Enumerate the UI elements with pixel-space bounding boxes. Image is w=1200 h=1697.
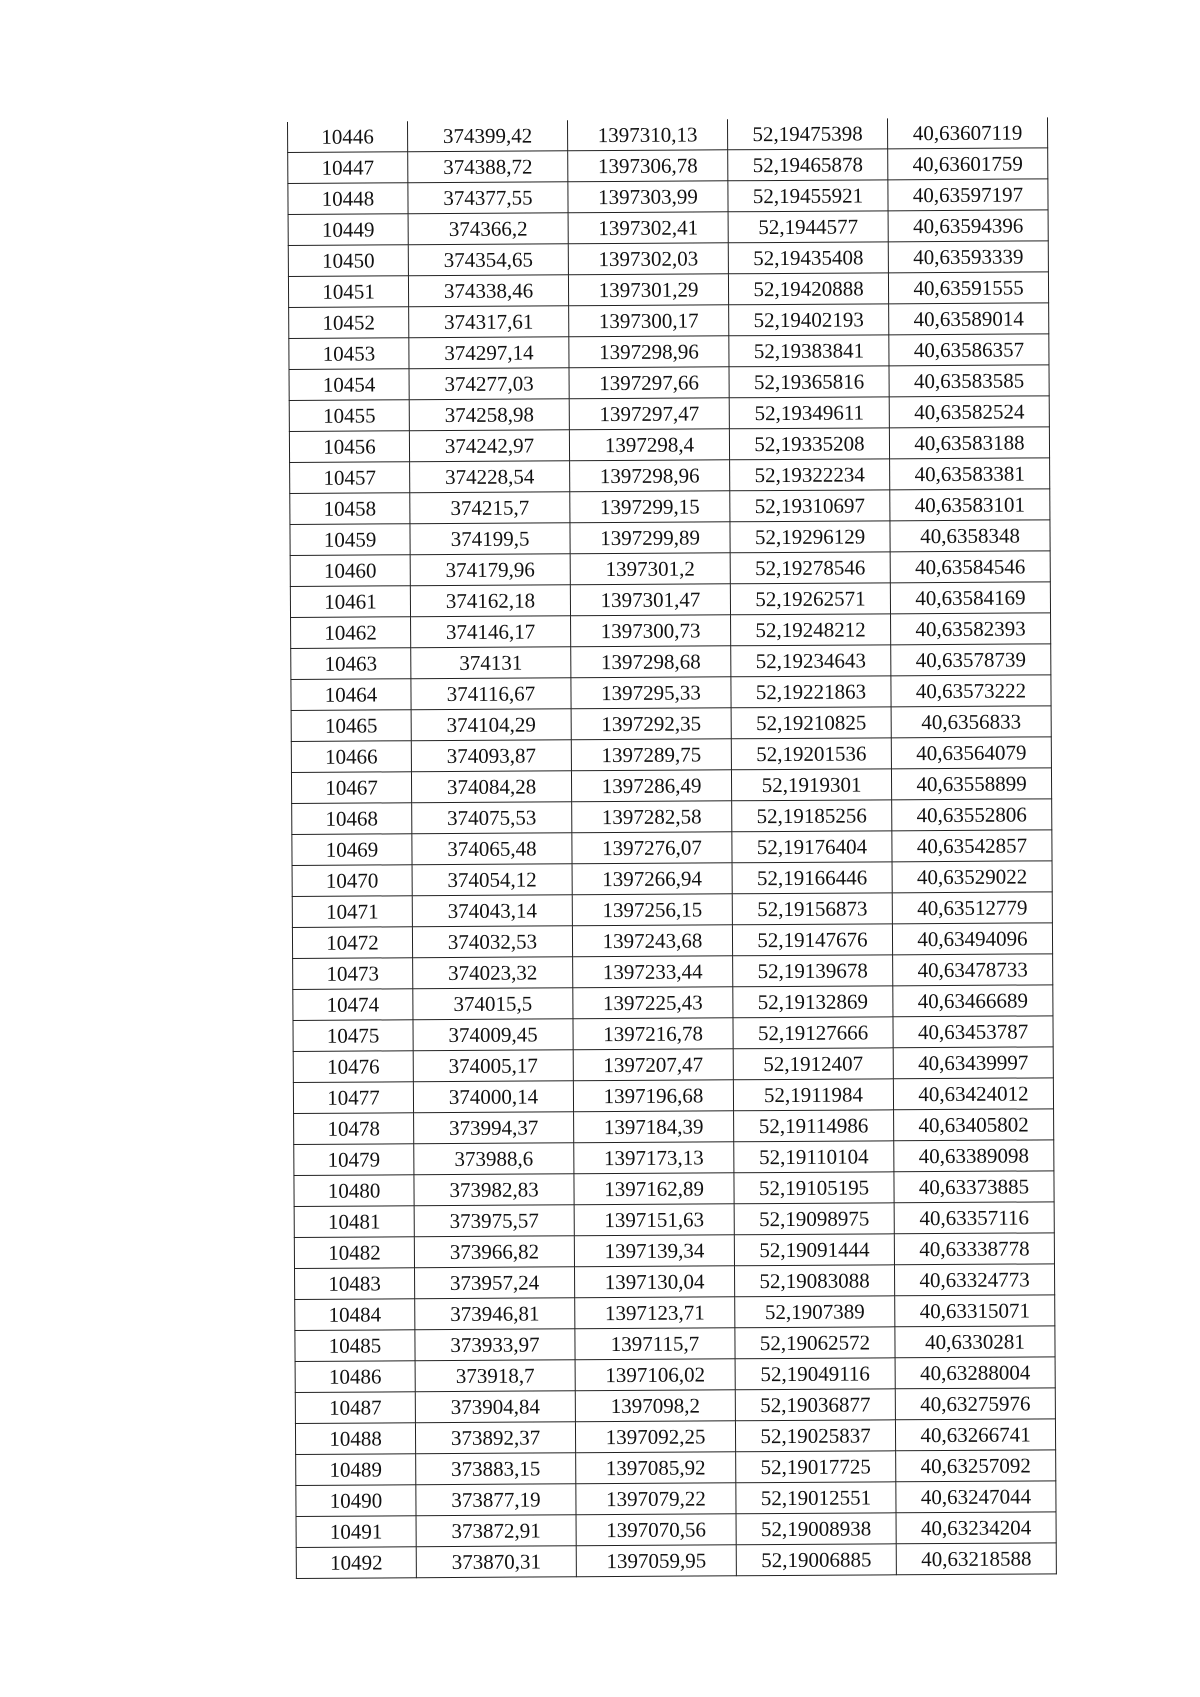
point-number-cell: 10490 [296,1485,416,1517]
point-number-cell: 10474 [293,989,413,1021]
table-row [293,954,1053,990]
point-number-cell: 10462 [291,617,411,649]
longitude-cell: 40,63439997 [893,1047,1053,1079]
y-coordinate-cell: 1397216,78 [573,1018,733,1050]
table-row [288,241,1048,277]
latitude-cell: 52,19012551 [736,1482,896,1514]
longitude-cell: 40,63247044 [896,1481,1056,1513]
point-number-cell: 10470 [292,865,412,897]
latitude-cell: 52,19049116 [735,1358,895,1390]
latitude-cell: 52,19156873 [732,893,892,925]
table-row [289,334,1049,370]
x-coordinate-cell: 373946,81 [415,1298,575,1330]
x-coordinate-cell: 374297,14 [409,337,569,369]
y-coordinate-cell: 1397300,73 [571,615,731,647]
table-row [288,272,1048,308]
table-row [291,706,1051,742]
x-coordinate-cell: 374015,5 [413,988,573,1020]
latitude-cell: 52,19365816 [729,366,889,398]
table-body [288,117,1057,1578]
longitude-cell: 40,63478733 [893,954,1053,986]
point-number-cell: 10451 [288,276,408,308]
longitude-cell: 40,63315071 [895,1295,1055,1327]
x-coordinate-cell: 373982,83 [414,1174,574,1206]
x-coordinate-cell: 374199,5 [410,523,570,555]
y-coordinate-cell: 1397276,07 [572,832,732,864]
latitude-cell: 52,19402193 [729,304,889,336]
coordinates-table [287,117,1057,1579]
longitude-cell: 40,63529022 [892,861,1052,893]
table-row [288,117,1048,152]
point-number-cell: 10450 [288,245,408,277]
y-coordinate-cell: 1397310,13 [567,119,727,150]
latitude-cell: 52,19132869 [733,986,893,1018]
y-coordinate-cell: 1397162,89 [574,1173,734,1205]
latitude-cell: 52,19036877 [735,1389,895,1421]
table-row [291,737,1051,773]
x-coordinate-cell: 373883,15 [416,1453,576,1485]
table-row [293,1016,1053,1052]
latitude-cell: 52,19248212 [731,614,891,646]
longitude-cell: 40,63466689 [893,985,1053,1017]
x-coordinate-cell: 374075,53 [412,802,572,834]
y-coordinate-cell: 1397092,25 [575,1421,735,1453]
latitude-cell: 52,19185256 [732,800,892,832]
table-row [294,1233,1054,1269]
longitude-cell: 40,63597197 [888,179,1048,211]
longitude-cell: 40,63591555 [888,272,1048,304]
longitude-cell: 40,63589014 [889,303,1049,335]
longitude-cell: 40,63583188 [889,427,1049,459]
latitude-cell: 52,19455921 [728,180,888,212]
longitude-cell: 40,63324773 [894,1264,1054,1296]
longitude-cell: 40,63266741 [895,1419,1055,1451]
longitude-cell: 40,63494096 [892,923,1052,955]
latitude-cell: 52,1944577 [728,211,888,243]
longitude-cell: 40,63578739 [891,644,1051,676]
table-row [290,489,1050,525]
latitude-cell: 52,19465878 [728,149,888,181]
latitude-cell: 52,19147676 [732,924,892,956]
x-coordinate-cell: 374043,14 [412,895,572,927]
y-coordinate-cell: 1397289,75 [571,739,731,771]
point-number-cell: 10488 [295,1423,415,1455]
x-coordinate-cell: 374023,32 [413,957,573,989]
y-coordinate-cell: 1397286,49 [571,770,731,802]
x-coordinate-cell: 374116,67 [411,678,571,710]
y-coordinate-cell: 1397298,68 [571,646,731,678]
table-row [296,1450,1056,1486]
y-coordinate-cell: 1397079,22 [576,1483,736,1515]
y-coordinate-cell: 1397301,2 [570,553,730,585]
point-number-cell: 10459 [290,524,410,556]
x-coordinate-cell: 373933,97 [415,1329,575,1361]
y-coordinate-cell: 1397173,13 [574,1142,734,1174]
latitude-cell: 52,19221863 [731,676,891,708]
longitude-cell: 40,63373885 [894,1171,1054,1203]
x-coordinate-cell: 374377,55 [408,182,568,214]
x-coordinate-cell: 373904,84 [415,1391,575,1423]
y-coordinate-cell: 1397306,78 [568,150,728,182]
table-row [289,303,1049,339]
point-number-cell: 10446 [288,121,408,152]
point-number-cell: 10468 [292,803,412,835]
longitude-cell: 40,63405802 [894,1109,1054,1141]
point-number-cell: 10492 [296,1547,416,1579]
table-row [289,427,1049,463]
longitude-cell: 40,63582393 [891,613,1051,645]
y-coordinate-cell: 1397184,39 [574,1111,734,1143]
table-row [293,1078,1053,1114]
y-coordinate-cell: 1397303,99 [568,181,728,213]
latitude-cell: 52,19127666 [733,1017,893,1049]
y-coordinate-cell: 1397225,43 [573,987,733,1019]
point-number-cell: 10458 [290,493,410,525]
longitude-cell: 40,63512779 [892,892,1052,924]
latitude-cell: 52,19091444 [734,1234,894,1266]
y-coordinate-cell: 1397301,47 [570,584,730,616]
longitude-cell: 40,63558899 [891,768,1051,800]
table-row [288,148,1048,184]
latitude-cell: 52,1919301 [731,769,891,801]
table-row [291,644,1051,680]
table-row [294,1109,1054,1145]
longitude-cell: 40,63584169 [890,582,1050,614]
x-coordinate-cell: 374354,65 [408,244,568,276]
table-row [291,613,1051,649]
point-number-cell: 10453 [289,338,409,370]
longitude-cell: 40,63582524 [889,396,1049,428]
x-coordinate-cell: 373994,37 [414,1112,574,1144]
point-number-cell: 10485 [295,1330,415,1362]
x-coordinate-cell: 374093,87 [411,740,571,772]
table-row [288,210,1048,246]
y-coordinate-cell: 1397298,4 [569,429,729,461]
latitude-cell: 52,19475398 [727,118,887,149]
y-coordinate-cell: 1397299,15 [570,491,730,523]
point-number-cell: 10466 [291,741,411,773]
point-number-cell: 10478 [294,1113,414,1145]
longitude-cell: 40,63593339 [888,241,1048,273]
table-row [293,1047,1053,1083]
x-coordinate-cell: 374005,17 [413,1050,573,1082]
x-coordinate-cell: 373892,37 [415,1422,575,1454]
x-coordinate-cell: 373966,82 [414,1236,574,1268]
point-number-cell: 10467 [291,772,411,804]
point-number-cell: 10475 [293,1020,413,1052]
longitude-cell: 40,63257092 [896,1450,1056,1482]
point-number-cell: 10447 [288,152,408,184]
y-coordinate-cell: 1397130,04 [574,1266,734,1298]
table-row [292,830,1052,866]
latitude-cell: 52,19025837 [735,1420,895,1452]
table-row [296,1543,1056,1579]
y-coordinate-cell: 1397151,63 [574,1204,734,1236]
y-coordinate-cell: 1397297,47 [569,398,729,430]
y-coordinate-cell: 1397233,44 [573,956,733,988]
table-row [290,582,1050,618]
latitude-cell: 52,19105195 [734,1172,894,1204]
latitude-cell: 52,19335208 [729,428,889,460]
table-row [289,396,1049,432]
table-row [292,892,1052,928]
x-coordinate-cell: 374228,54 [410,461,570,493]
table-row [290,520,1050,556]
table-row [293,985,1053,1021]
x-coordinate-cell: 374317,61 [409,306,569,338]
point-number-cell: 10455 [289,400,409,432]
y-coordinate-cell: 1397115,7 [575,1328,735,1360]
point-number-cell: 10489 [296,1454,416,1486]
x-coordinate-cell: 374179,96 [410,554,570,586]
y-coordinate-cell: 1397300,17 [569,305,729,337]
x-coordinate-cell: 374242,97 [409,430,569,462]
x-coordinate-cell: 374054,12 [412,864,572,896]
x-coordinate-cell: 373877,19 [416,1484,576,1516]
latitude-cell: 52,19262571 [730,583,890,615]
latitude-cell: 52,19114986 [734,1110,894,1142]
point-number-cell: 10480 [294,1175,414,1207]
longitude-cell: 40,63583381 [890,458,1050,490]
latitude-cell: 52,19098975 [734,1203,894,1235]
y-coordinate-cell: 1397298,96 [570,460,730,492]
x-coordinate-cell: 373988,6 [414,1143,574,1175]
x-coordinate-cell: 374065,48 [412,833,572,865]
latitude-cell: 52,19006885 [736,1544,896,1576]
y-coordinate-cell: 1397123,71 [575,1297,735,1329]
point-number-cell: 10457 [290,462,410,494]
x-coordinate-cell: 374277,03 [409,368,569,400]
point-number-cell: 10454 [289,369,409,401]
longitude-cell: 40,63552806 [892,799,1052,831]
x-coordinate-cell: 373957,24 [415,1267,575,1299]
y-coordinate-cell: 1397302,41 [568,212,728,244]
x-coordinate-cell: 374146,17 [411,616,571,648]
point-number-cell: 10473 [293,958,413,990]
latitude-cell: 52,19083088 [734,1265,894,1297]
point-number-cell: 10487 [295,1392,415,1424]
longitude-cell: 40,63542857 [892,830,1052,862]
x-coordinate-cell: 374032,53 [412,926,572,958]
point-number-cell: 10463 [291,648,411,680]
longitude-cell: 40,6356833 [891,706,1051,738]
table-row [294,1171,1054,1207]
point-number-cell: 10486 [295,1361,415,1393]
longitude-cell: 40,63573222 [891,675,1051,707]
point-number-cell: 10465 [291,710,411,742]
latitude-cell: 52,19110104 [734,1141,894,1173]
longitude-cell: 40,63586357 [889,334,1049,366]
latitude-cell: 52,19435408 [728,242,888,274]
latitude-cell: 52,1912407 [733,1048,893,1080]
point-number-cell: 10456 [289,431,409,463]
point-number-cell: 10481 [294,1206,414,1238]
table-row [292,861,1052,897]
table-row [292,923,1052,959]
point-number-cell: 10461 [290,586,410,618]
x-coordinate-cell: 373975,57 [414,1205,574,1237]
longitude-cell: 40,63601759 [888,148,1048,180]
table-row [294,1140,1054,1176]
y-coordinate-cell: 1397298,96 [569,336,729,368]
point-number-cell: 10471 [292,896,412,928]
longitude-cell: 40,63584546 [890,551,1050,583]
table-row [290,551,1050,587]
latitude-cell: 52,19008938 [736,1513,896,1545]
table-row [296,1481,1056,1517]
x-coordinate-cell: 374009,45 [413,1019,573,1051]
point-number-cell: 10477 [293,1082,413,1114]
y-coordinate-cell: 1397098,2 [575,1390,735,1422]
x-coordinate-cell: 374399,42 [407,120,567,151]
point-number-cell: 10476 [293,1051,413,1083]
x-coordinate-cell: 373870,31 [416,1546,576,1578]
y-coordinate-cell: 1397070,56 [576,1514,736,1546]
latitude-cell: 52,19139678 [733,955,893,987]
table-row [288,179,1048,215]
longitude-cell: 40,63424012 [893,1078,1053,1110]
latitude-cell: 52,19310697 [730,490,890,522]
y-coordinate-cell: 1397207,47 [573,1049,733,1081]
latitude-cell: 52,19322234 [730,459,890,491]
longitude-cell: 40,63338778 [894,1233,1054,1265]
x-coordinate-cell: 374000,14 [413,1081,573,1113]
table-row [295,1357,1055,1393]
longitude-cell: 40,63583101 [890,489,1050,521]
latitude-cell: 52,19210825 [731,707,891,739]
table-row [292,799,1052,835]
point-number-cell: 10484 [295,1299,415,1331]
point-number-cell: 10452 [289,307,409,339]
y-coordinate-cell: 1397282,58 [572,801,732,833]
longitude-cell: 40,63275976 [895,1388,1055,1420]
table-row [294,1202,1054,1238]
y-coordinate-cell: 1397302,03 [568,243,728,275]
longitude-cell: 40,63564079 [891,737,1051,769]
longitude-cell: 40,63453787 [893,1016,1053,1048]
longitude-cell: 40,63234204 [896,1512,1056,1544]
y-coordinate-cell: 1397243,68 [572,925,732,957]
point-number-cell: 10460 [290,555,410,587]
y-coordinate-cell: 1397299,89 [570,522,730,554]
table-row [295,1388,1055,1424]
longitude-cell: 40,63389098 [894,1140,1054,1172]
table-row [291,768,1051,804]
longitude-cell: 40,63218588 [896,1543,1056,1575]
point-number-cell: 10472 [292,927,412,959]
latitude-cell: 52,19062572 [735,1327,895,1359]
latitude-cell: 52,19234643 [731,645,891,677]
latitude-cell: 52,19420888 [728,273,888,305]
x-coordinate-cell: 374162,18 [410,585,570,617]
longitude-cell: 40,63288004 [895,1357,1055,1389]
latitude-cell: 52,1907389 [735,1296,895,1328]
latitude-cell: 52,19176404 [732,831,892,863]
x-coordinate-cell: 374366,2 [408,213,568,245]
y-coordinate-cell: 1397059,95 [576,1545,736,1577]
table-row [290,458,1050,494]
longitude-cell: 40,63583585 [889,365,1049,397]
table-row [295,1419,1055,1455]
y-coordinate-cell: 1397266,94 [572,863,732,895]
x-coordinate-cell: 374084,28 [411,771,571,803]
table-row [291,675,1051,711]
longitude-cell: 40,63357116 [894,1202,1054,1234]
x-coordinate-cell: 374258,98 [409,399,569,431]
latitude-cell: 52,19201536 [731,738,891,770]
latitude-cell: 52,1911984 [733,1079,893,1111]
longitude-cell: 40,6358348 [890,520,1050,552]
longitude-cell: 40,6330281 [895,1326,1055,1358]
x-coordinate-cell: 374131 [411,647,571,679]
y-coordinate-cell: 1397085,92 [576,1452,736,1484]
y-coordinate-cell: 1397196,68 [573,1080,733,1112]
y-coordinate-cell: 1397297,66 [569,367,729,399]
latitude-cell: 52,19278546 [730,552,890,584]
point-number-cell: 10479 [294,1144,414,1176]
point-number-cell: 10448 [288,183,408,215]
latitude-cell: 52,19383841 [729,335,889,367]
table-row [295,1326,1055,1362]
y-coordinate-cell: 1397295,33 [571,677,731,709]
latitude-cell: 52,19349611 [729,397,889,429]
y-coordinate-cell: 1397139,34 [574,1235,734,1267]
x-coordinate-cell: 374388,72 [408,151,568,183]
table-row [295,1295,1055,1331]
table-row [289,365,1049,401]
longitude-cell: 40,63594396 [888,210,1048,242]
point-number-cell: 10491 [296,1516,416,1548]
x-coordinate-cell: 374215,7 [410,492,570,524]
point-number-cell: 10469 [292,834,412,866]
y-coordinate-cell: 1397106,02 [575,1359,735,1391]
x-coordinate-cell: 373872,91 [416,1515,576,1547]
x-coordinate-cell: 373918,7 [415,1360,575,1392]
y-coordinate-cell: 1397292,35 [571,708,731,740]
x-coordinate-cell: 374338,46 [408,275,568,307]
longitude-cell: 40,63607119 [887,117,1047,148]
point-number-cell: 10483 [295,1268,415,1300]
y-coordinate-cell: 1397256,15 [572,894,732,926]
point-number-cell: 10482 [294,1237,414,1269]
x-coordinate-cell: 374104,29 [411,709,571,741]
table-row [296,1512,1056,1548]
latitude-cell: 52,19296129 [730,521,890,553]
table-row [295,1264,1055,1300]
y-coordinate-cell: 1397301,29 [568,274,728,306]
latitude-cell: 52,19017725 [736,1451,896,1483]
point-number-cell: 10464 [291,679,411,711]
latitude-cell: 52,19166446 [732,862,892,894]
point-number-cell: 10449 [288,214,408,246]
